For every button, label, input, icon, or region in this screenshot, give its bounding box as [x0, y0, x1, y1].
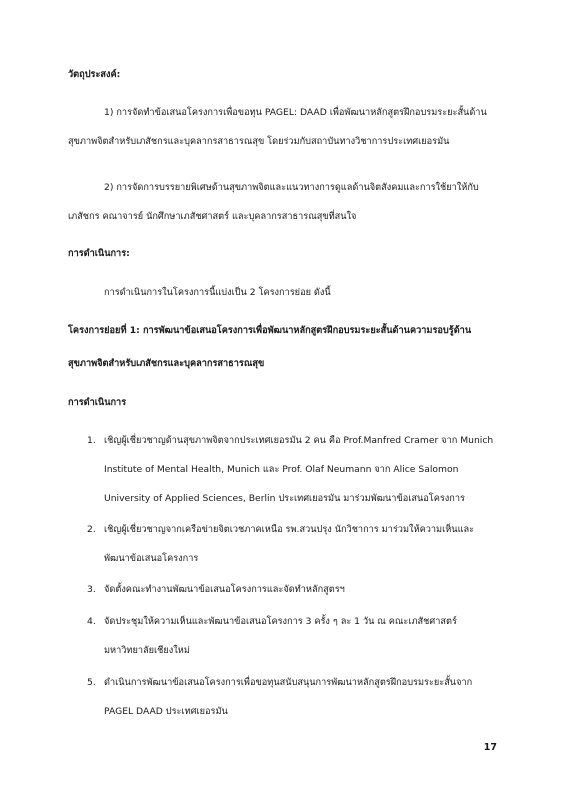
- step-4-line-2: มหาวิทยาลัยเชียงใหม่: [104, 645, 190, 656]
- steps-heading: การดำเนินการ: [68, 397, 127, 408]
- subproject-1-title-line-2: สุขภาพจิตสำหรับเภสัชกรและบุคลากรสาธารณสุข: [68, 358, 265, 369]
- operation-heading: การดำเนินการ:: [68, 248, 130, 259]
- step-5-line-2: PAGEL DAAD ประเทศเยอรมัน: [104, 706, 228, 717]
- step-1-line-1: เชิญผู้เชี่ยวชาญด้านสุขภาพจิตจากประเทศเยอรมัน 2 คน คือ Prof.Manfred Cramer จาก Munich: [104, 435, 494, 446]
- step-2-line-2: พัฒนาข้อเสนอโครงการ: [104, 553, 199, 564]
- step-2-line-1: เชิญผู้เชี่ยวชาญจากเครือข่ายจิตเวชภาคเหนือ รพ.สวนปรุง นักวิชาการ มาร่วมให้ความเห็นและ: [104, 524, 475, 535]
- objectives-heading: วัตถุประสงค์:: [68, 69, 121, 80]
- subproject-1-title-line-1: โครงการย่อยที่ 1: การพัฒนาข้อเสนอโครงการเพื่อพัฒนาหลักสูตรฝึกอบรมระยะสั้นด้านความรอบรู้ด้าน: [68, 325, 472, 336]
- step-3-line-1: จัดตั้งคณะทำงานพัฒนาข้อเสนอโครงการและจัดทำหลักสูตรฯ: [104, 584, 345, 595]
- step-3-number: 3.: [87, 584, 96, 595]
- step-4-line-1: จัดประชุมให้ความเห็นและพัฒนาข้อเสนอโครงการ 3 ครั้ง ๆ ละ 1 วัน ณ คณะเภสัชศาสตร์: [104, 616, 457, 627]
- step-1-line-3: University of Applied Sciences, Berlin ประเทศเยอรมัน มาร่วมพัฒนาข้อเสนอโครงการ: [104, 493, 465, 504]
- objective-2-line-1: 2) การจัดการบรรยายพิเศษด้านสุขภาพจิตและแนวทางการดูแลด้านจิตสังคมและการใช้ยาให้กับ: [104, 182, 479, 193]
- page-number: 17: [483, 742, 497, 753]
- step-5-line-1: ดำเนินการพัฒนาข้อเสนอโครงการเพื่อขอทุนสนับสนุนการพัฒนาหลักสูตรฝึกอบรมระยะสั้นจาก: [104, 677, 473, 688]
- objective-1-line-2: สุขภาพจิตสำหรับเภสัชกรและบุคลากรสาธารณสุข โดยร่วมกับสถาบันทางวิชาการประเทศเยอรมัน: [68, 136, 450, 147]
- operation-text: การดำเนินการในโครงการนี้แบ่งเป็น 2 โครงการย่อย ดังนี้: [104, 287, 331, 298]
- objective-1-line-1: 1) การจัดทำข้อเสนอโครงการเพื่อขอทุน PAGEL: DAAD เพื่อพัฒนาหลักสูตรฝึกอบรมระยะสั้นด้าน: [104, 107, 487, 118]
- objective-2-line-2: เภสัชกร คณาจารย์ นักศึกษาเภสัชศาสตร์ และบุคลากรสาธารณสุขที่สนใจ: [68, 211, 357, 222]
- step-1-line-2: Institute of Mental Health, Munich และ Prof. Olaf Neumann จาก Alice Salomon: [104, 464, 459, 475]
- step-2-number: 2.: [87, 524, 96, 535]
- step-5-number: 5.: [87, 677, 96, 688]
- step-1-number: 1.: [87, 435, 96, 446]
- step-4-number: 4.: [87, 616, 96, 627]
